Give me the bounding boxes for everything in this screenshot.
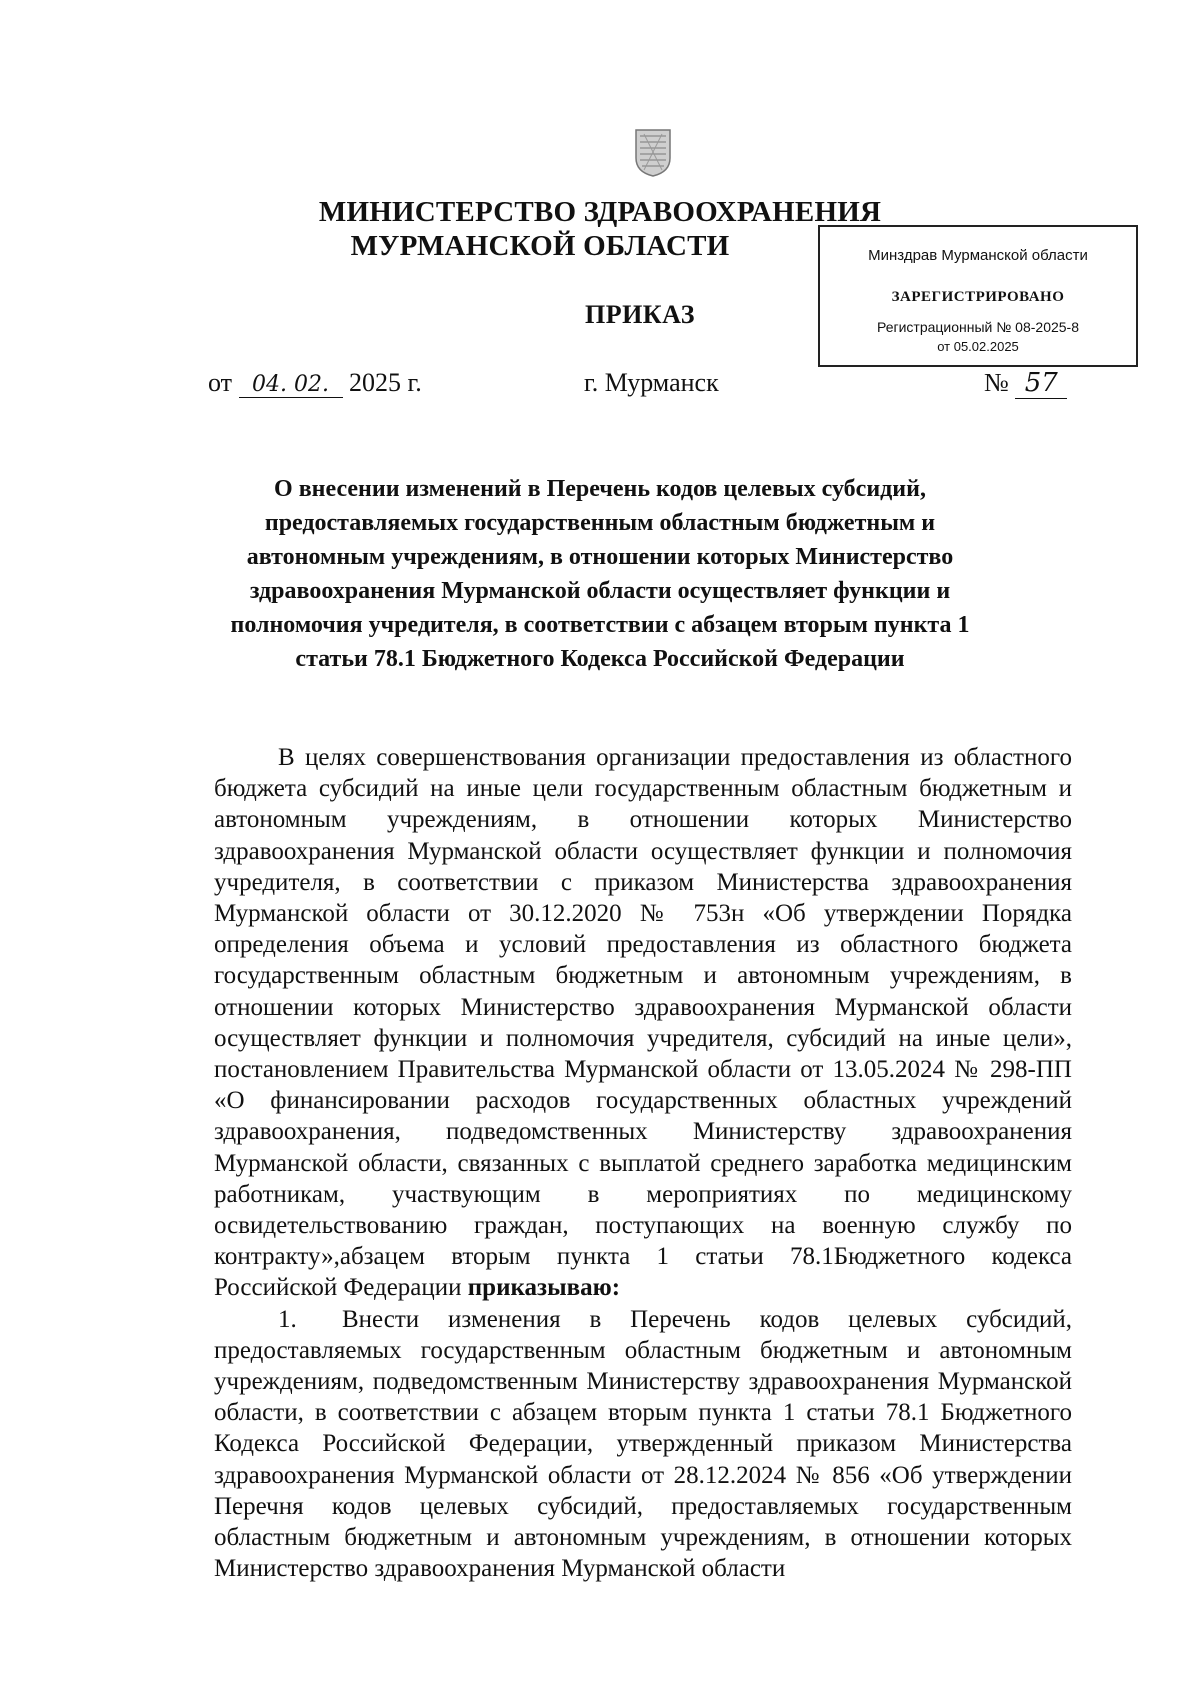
item-1-paragraph [214,1304,1072,1585]
order-subject [220,472,980,676]
coat-of-arms-emblem-icon [634,128,672,178]
order-body [214,742,1072,1584]
subject-line: автономным учреждениям, в отношении которых Министерство [246,544,954,570]
registration-stamp [818,225,1138,367]
order-year: 2025 г. [349,368,422,397]
handwritten-number: 57 [1015,368,1067,399]
order-title: ПРИКАЗ [584,300,696,329]
preamble-paragraph [214,742,1072,1304]
ministry-name-line2: МУРМАНСКОЙ ОБЛАСТИ [350,230,730,262]
stamp-registration-date: от 05.02.2025 [937,339,1019,354]
number-prefix: № [984,368,1009,397]
subject-line: предоставляемых государственным областным бюджетным и [264,510,936,536]
subject-line: статьи 78.1 Бюджетного Кодекса Российской Федерации [295,646,905,672]
item-1-text: Внести изменения в Перечень кодов целевых субсидий, предоставляемых государственным областным бюджетным и автономным учреждениям, подведомственным Министерству здравоохранения Мурманской области, в соответствии с абзацем вторым пункта 1 статьи 78.1 Бюджетного Кодекса Российской Федерации, утвержденный приказом Министерства здравоохранения Мурманской области от 28.12.2024 № 856 «Об утверждении Перечня кодов целевых субсидий, предоставляемых государственным областным бюджетным и автономным учреждениям, в отношении которых Министерство здравоохранения Мурманской области [214,1305,1072,1583]
decree-word: приказываю: [467,1274,621,1302]
item-1-number: 1. [278,1305,297,1333]
order-city: г. Мурманск [584,368,719,397]
stamp-registration-number: Регистрационный № 08-2025-8 [876,319,1079,335]
subject-line: полномочия учредителя, в соответствии с абзацем вторым пункта 1 [230,612,970,638]
stamp-organization: Минздрав Мурманской области [868,247,1088,264]
preamble-text: В целях совершенствования организации предоставления из областного бюджета субсидий на иные цели государственным областным бюджетным и автономным учреждениям, в отношении которых Министерство здравоохранения Мурманской области осуществляет функции и полномочия учредителя, в соответствии с приказом Министерства здравоохранения Мурманской области от 30.12.2020 № 753н «Об утверждении Порядка определения объема и условий предоставления из областного бюджета государственным областным бюджетным и автономным учреждениям, в отношении которых Министерство здравоохранения Мурманской области осуществляет функции и полномочия учредителя, субсидий на иные цели», постановлением Правительства Мурманской области от 13.05.2024 № 298-ПП «О финансировании расходов государственных областных учреждений здравоохранения, подведомственных Министерству здравоохранения Мурманской области, связанных с выплатой среднего заработка медицинским работникам, участвующим в мероприятиях по медицинскому освидетельствованию граждан, поступающих на военную службу по контракту»,абзацем вторым пункта 1 статьи 78.1Бюджетного кодекса Российской Федерации [214,744,1072,1302]
subject-line: О внесении изменений в Перечень кодов целевых субсидий, [274,476,926,502]
order-number [984,368,1067,399]
date-prefix: от [208,368,233,397]
order-date [208,368,422,398]
ministry-name-line1: МИНИСТЕРСТВО ЗДРАВООХРАНЕНИЯ [318,196,882,228]
stamp-status: ЗАРЕГИСТРИРОВАНО [891,289,1065,305]
handwritten-date: 04. 02. [239,372,343,398]
subject-line: здравоохранения Мурманской области осуществляет функции и [249,578,951,604]
